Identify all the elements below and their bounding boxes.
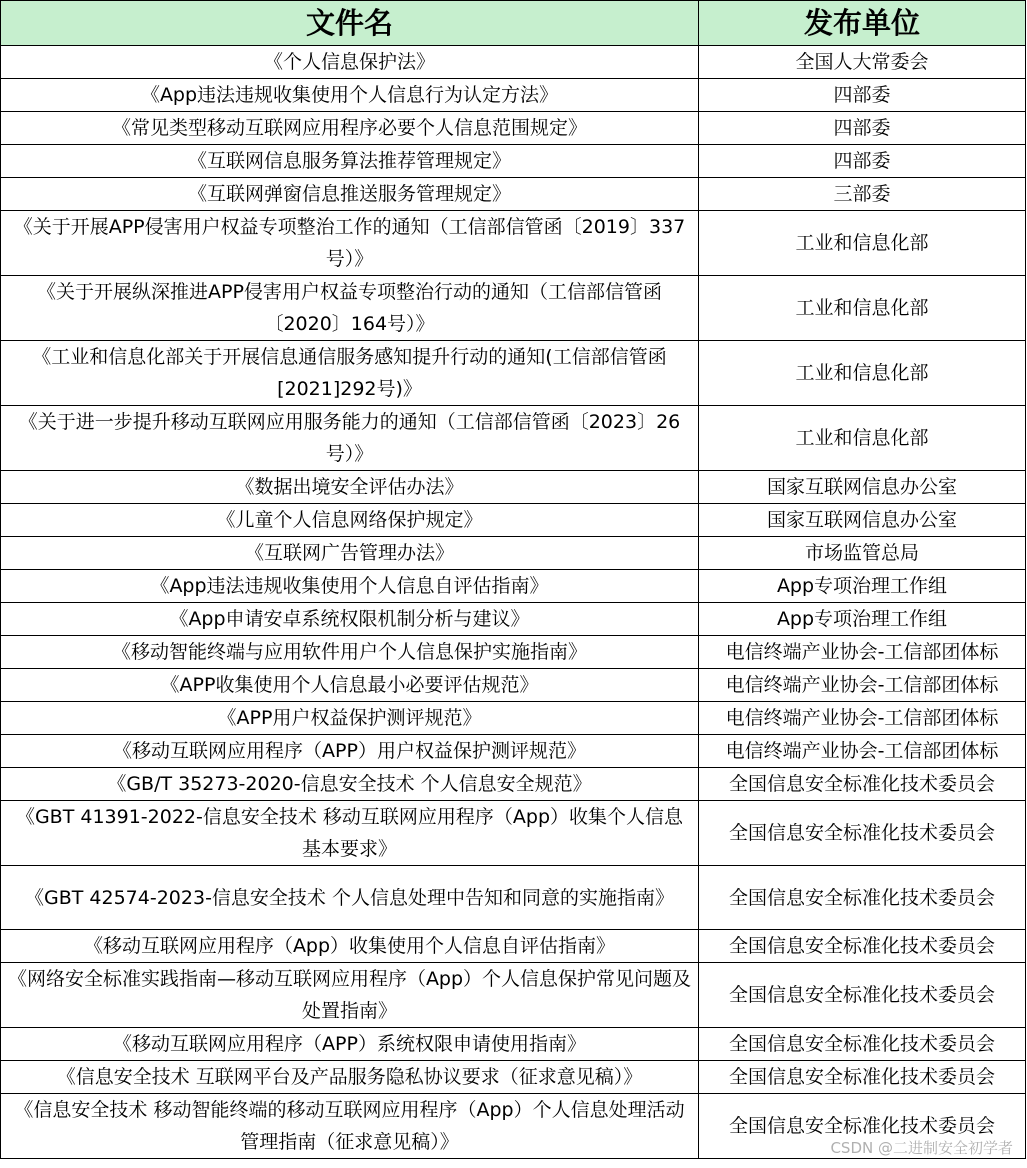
table-row	[1, 537, 1026, 570]
table-row	[1, 636, 1026, 669]
document-name-cell: 《关于开展APP侵害用户权益专项整治工作的通知（工信部信管函〔2019〕337号）》	[1, 211, 699, 276]
document-name-cell: 《网络安全标准实践指南—移动互联网应用程序（App）个人信息保护常见问题及处置指南》	[1, 963, 699, 1028]
publisher-cell: App专项治理工作组	[699, 570, 1026, 603]
table-row	[1, 963, 1026, 1028]
document-name-cell: 《APP收集使用个人信息最小必要评估规范》	[1, 669, 699, 702]
document-name-cell: 《GBT 41391-2022-信息安全技术 移动互联网应用程序（App）收集个人信息基本要求》	[1, 801, 699, 866]
table-row	[1, 1028, 1026, 1061]
column-header-publisher: 发布单位	[699, 1, 1026, 46]
table-row	[1, 211, 1026, 276]
document-name-cell: 《关于进一步提升移动互联网应用服务能力的通知（工信部信管函〔2023〕26号）》	[1, 406, 699, 471]
table-row	[1, 1061, 1026, 1094]
publisher-cell: 电信终端产业协会-工信部团体标	[699, 669, 1026, 702]
publisher-cell: 国家互联网信息办公室	[699, 504, 1026, 537]
table-row	[1, 866, 1026, 930]
table-row	[1, 178, 1026, 211]
document-name-cell: 《互联网广告管理办法》	[1, 537, 699, 570]
document-name-cell: 《APP用户权益保护测评规范》	[1, 702, 699, 735]
publisher-cell: 四部委	[699, 79, 1026, 112]
publisher-cell: 国家互联网信息办公室	[699, 471, 1026, 504]
table-row	[1, 276, 1026, 341]
table-row	[1, 735, 1026, 768]
publisher-cell: 电信终端产业协会-工信部团体标	[699, 735, 1026, 768]
publisher-cell: 全国信息安全标准化技术委员会	[699, 963, 1026, 1028]
document-name-cell: 《App违法违规收集使用个人信息行为认定方法》	[1, 79, 699, 112]
publisher-cell: 电信终端产业协会-工信部团体标	[699, 636, 1026, 669]
table-row	[1, 145, 1026, 178]
publisher-cell: 市场监管总局	[699, 537, 1026, 570]
document-name-cell: 《移动互联网应用程序（App）收集使用个人信息自评估指南》	[1, 930, 699, 963]
watermark-text: CSDN @二进制安全初学者	[830, 1139, 1013, 1157]
table-row	[1, 570, 1026, 603]
document-name-cell: 《信息安全技术 互联网平台及产品服务隐私协议要求（征求意见稿）》	[1, 1061, 699, 1094]
publisher-cell: 全国信息安全标准化技术委员会	[699, 930, 1026, 963]
document-name-cell: 《移动智能终端与应用软件用户个人信息保护实施指南》	[1, 636, 699, 669]
document-name-cell: 《数据出境安全评估办法》	[1, 471, 699, 504]
publisher-cell: 四部委	[699, 112, 1026, 145]
document-name-cell: 《儿童个人信息网络保护规定》	[1, 504, 699, 537]
publisher-cell: 三部委	[699, 178, 1026, 211]
table-row	[1, 341, 1026, 406]
publisher-cell: 全国信息安全标准化技术委员会	[699, 1028, 1026, 1061]
table-row	[1, 669, 1026, 702]
table-row	[1, 471, 1026, 504]
document-name-cell: 《关于开展纵深推进APP侵害用户权益专项整治行动的通知（工信部信管函〔2020〕164号）》	[1, 276, 699, 341]
document-name-cell: 《互联网弹窗信息推送服务管理规定》	[1, 178, 699, 211]
publisher-cell: 全国信息安全标准化技术委员会	[699, 801, 1026, 866]
publisher-cell: 四部委	[699, 145, 1026, 178]
document-name-cell: 《个人信息保护法》	[1, 46, 699, 79]
table-row	[1, 112, 1026, 145]
table-row	[1, 702, 1026, 735]
document-name-cell: 《GB/T 35273-2020-信息安全技术 个人信息安全规范》	[1, 768, 699, 801]
document-name-cell: 《App申请安卓系统权限机制分析与建议》	[1, 603, 699, 636]
table-row	[1, 801, 1026, 866]
publisher-cell: 全国信息安全标准化技术委员会	[699, 1094, 1026, 1159]
document-name-cell: 《信息安全技术 移动智能终端的移动互联网应用程序（App）个人信息处理活动管理指南（征求意见稿）》	[1, 1094, 699, 1159]
table-row	[1, 930, 1026, 963]
table-row	[1, 79, 1026, 112]
table-row	[1, 46, 1026, 79]
publisher-cell: 电信终端产业协会-工信部团体标	[699, 702, 1026, 735]
table-row	[1, 603, 1026, 636]
document-name-cell: 《工业和信息化部关于开展信息通信服务感知提升行动的通知(工信部信管函[2021]292号)》	[1, 341, 699, 406]
table-row	[1, 768, 1026, 801]
document-name-cell: 《互联网信息服务算法推荐管理规定》	[1, 145, 699, 178]
document-name-cell: 《常见类型移动互联网应用程序必要个人信息范围规定》	[1, 112, 699, 145]
publisher-cell: 工业和信息化部	[699, 341, 1026, 406]
table-header-row	[1, 1, 1026, 46]
publisher-cell: 工业和信息化部	[699, 276, 1026, 341]
table-row	[1, 406, 1026, 471]
column-header-name: 文件名	[1, 1, 699, 46]
publisher-cell: 全国信息安全标准化技术委员会	[699, 768, 1026, 801]
publisher-cell: 全国人大常委会	[699, 46, 1026, 79]
document-name-cell: 《移动互联网应用程序（APP）系统权限申请使用指南》	[1, 1028, 699, 1061]
table-row	[1, 504, 1026, 537]
document-name-cell: 《移动互联网应用程序（APP）用户权益保护测评规范》	[1, 735, 699, 768]
publisher-cell: 工业和信息化部	[699, 211, 1026, 276]
publisher-cell: 工业和信息化部	[699, 406, 1026, 471]
document-name-cell: 《App违法违规收集使用个人信息自评估指南》	[1, 570, 699, 603]
publisher-cell: 全国信息安全标准化技术委员会	[699, 1061, 1026, 1094]
document-name-cell: 《GBT 42574-2023-信息安全技术 个人信息处理中告知和同意的实施指南》	[1, 866, 699, 930]
publisher-cell: 全国信息安全标准化技术委员会	[699, 866, 1026, 930]
publisher-cell: App专项治理工作组	[699, 603, 1026, 636]
